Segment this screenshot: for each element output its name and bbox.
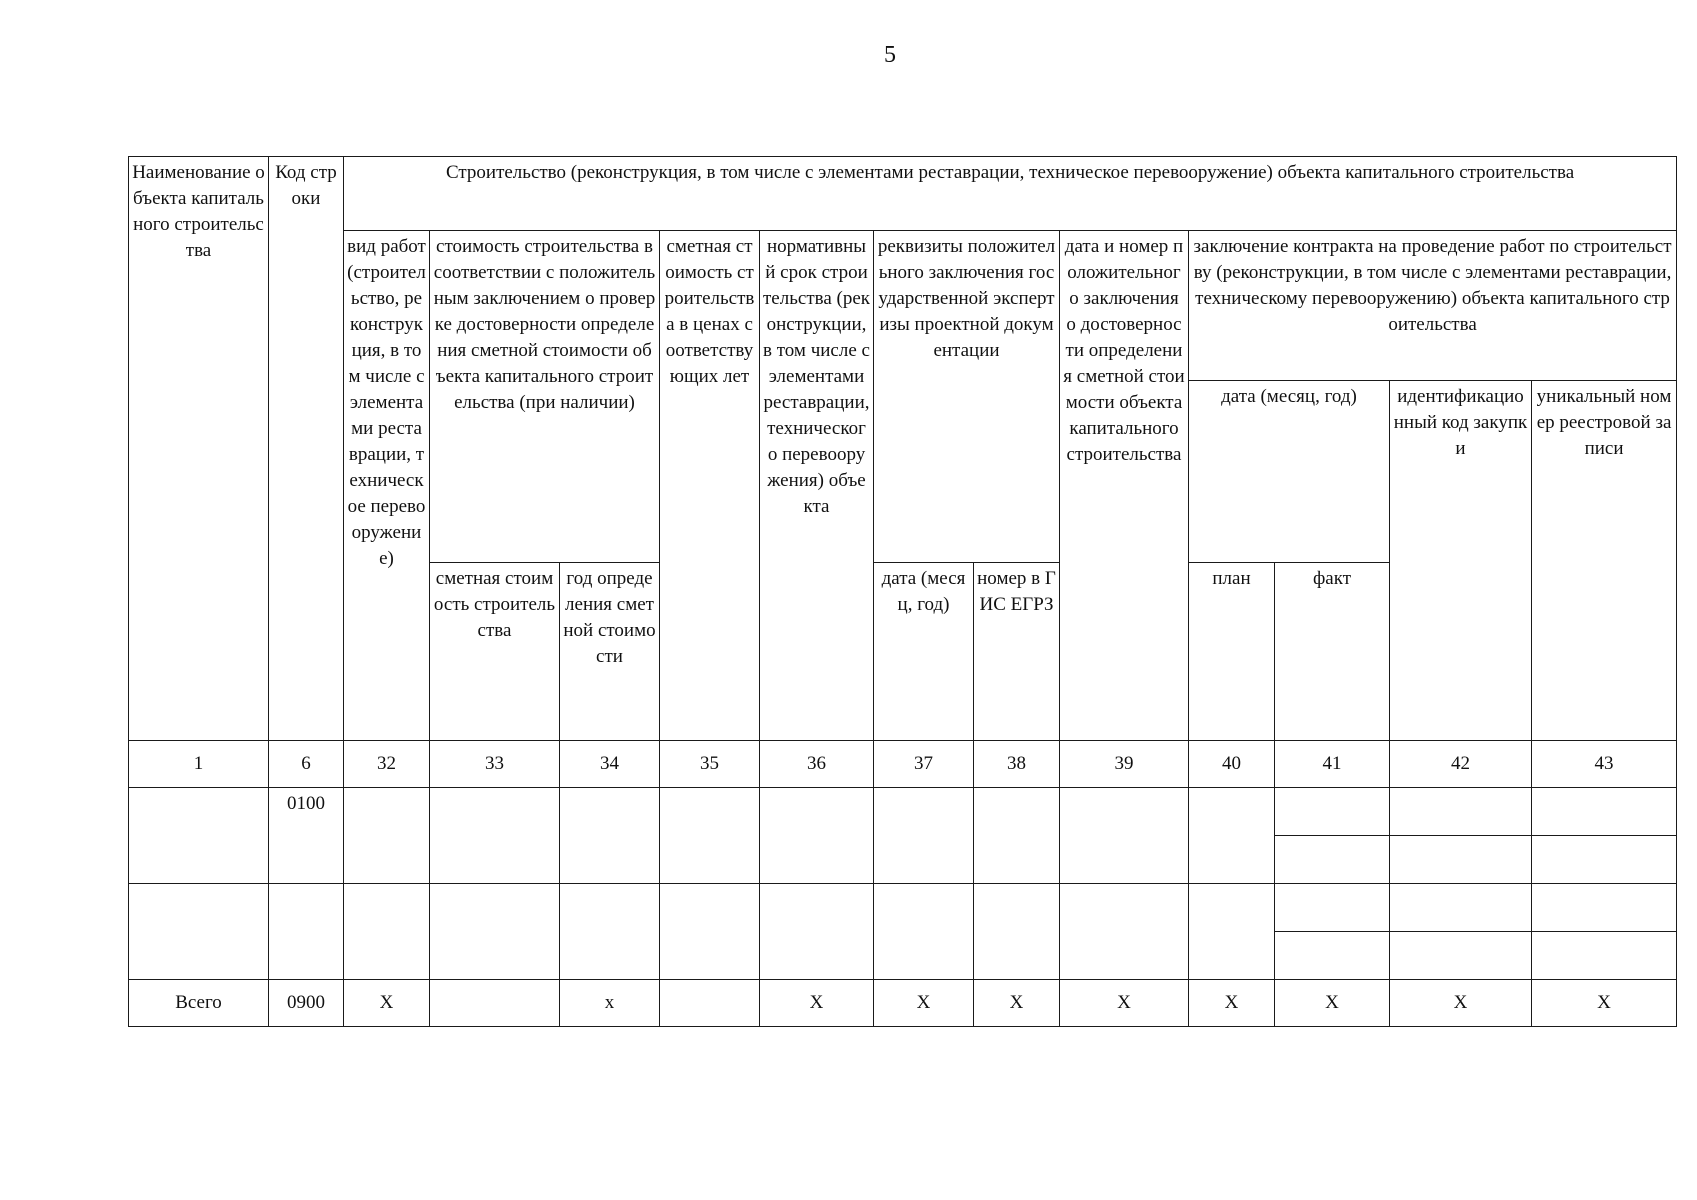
header-construction: Строительство (реконструкция, в том числе с элементами реставрации, техническое перевооружение) объекта капитального строительства xyxy=(344,157,1677,231)
cell[interactable] xyxy=(1532,836,1677,884)
cell[interactable] xyxy=(1189,788,1275,884)
column-number: 38 xyxy=(974,741,1060,788)
column-number: 35 xyxy=(660,741,760,788)
total-cell: X xyxy=(1060,980,1189,1027)
cell[interactable] xyxy=(430,884,560,980)
total-cell: X xyxy=(760,980,874,1027)
column-number: 1 xyxy=(129,741,269,788)
header-estimated-cost: сметная стоимость строительства xyxy=(430,563,560,741)
cell[interactable] xyxy=(1532,932,1677,980)
header-fact: факт xyxy=(1275,563,1390,741)
header-year-determination: год определения сметной стоимости xyxy=(560,563,660,741)
cell[interactable] xyxy=(760,788,874,884)
cell[interactable] xyxy=(874,788,974,884)
header-registry-number: уникальный номер реестровой записи xyxy=(1532,381,1677,741)
cell[interactable] xyxy=(344,884,430,980)
cell[interactable] xyxy=(874,884,974,980)
header-object-name: Наименование объекта капитального строительства xyxy=(129,157,269,741)
cell[interactable] xyxy=(1189,884,1275,980)
cell[interactable] xyxy=(1532,788,1677,836)
cell[interactable] xyxy=(1390,836,1532,884)
header-cost-conclusion: стоимость строительства в соответствии с положительным заключением о проверке достоверности определения сметной стоимости объекта капитального строительства (при наличии) xyxy=(430,231,660,563)
table-row xyxy=(129,788,1677,836)
total-cell: X xyxy=(874,980,974,1027)
header-date-number-conclusion: дата и номер положительного заключения о достоверности определения сметной стоимости объекта капитального строительства xyxy=(1060,231,1189,741)
cell[interactable] xyxy=(1390,884,1532,932)
cell-row-code: 0100 xyxy=(269,788,344,884)
total-row xyxy=(129,980,1677,1027)
cell-row-code[interactable] xyxy=(269,884,344,980)
cell[interactable] xyxy=(430,788,560,884)
header-plan: план xyxy=(1189,563,1275,741)
total-label: Всего xyxy=(129,980,269,1027)
header-contract-date: дата (месяц, год) xyxy=(1189,381,1390,563)
cell[interactable] xyxy=(760,884,874,980)
cell[interactable] xyxy=(1060,884,1189,980)
cell[interactable] xyxy=(1060,788,1189,884)
total-cell[interactable] xyxy=(430,980,560,1027)
column-number: 41 xyxy=(1275,741,1390,788)
cell[interactable] xyxy=(560,788,660,884)
total-cell: X xyxy=(344,980,430,1027)
column-number: 6 xyxy=(269,741,344,788)
cell[interactable] xyxy=(660,788,760,884)
column-number: 40 xyxy=(1189,741,1275,788)
column-number: 34 xyxy=(560,741,660,788)
cell[interactable] xyxy=(560,884,660,980)
column-numbers-row xyxy=(129,741,1677,788)
total-cell: x xyxy=(560,980,660,1027)
total-cell[interactable] xyxy=(660,980,760,1027)
total-cell: X xyxy=(974,980,1060,1027)
table-row xyxy=(129,884,1677,932)
cell[interactable] xyxy=(1275,884,1390,932)
cell[interactable] xyxy=(1532,884,1677,932)
page-number: 5 xyxy=(884,42,896,68)
cell[interactable] xyxy=(1390,788,1532,836)
column-number: 43 xyxy=(1532,741,1677,788)
column-number: 33 xyxy=(430,741,560,788)
column-number: 32 xyxy=(344,741,430,788)
header-contract: заключение контракта на проведение работ по строительству (реконструкции, в том числе с элементами реставрации, техническому перевооружению) объекта капитального строительства xyxy=(1189,231,1677,381)
total-cell: X xyxy=(1275,980,1390,1027)
header-expertise-date: дата (месяц, год) xyxy=(874,563,974,741)
column-number: 36 xyxy=(760,741,874,788)
column-number: 42 xyxy=(1390,741,1532,788)
cell[interactable] xyxy=(1275,932,1390,980)
construction-form-table xyxy=(128,156,1677,1027)
header-purchase-id: идентификационный код закупки xyxy=(1390,381,1532,741)
cell[interactable] xyxy=(974,884,1060,980)
header-egrz-number: номер в ГИС ЕГРЗ xyxy=(974,563,1060,741)
total-code: 0900 xyxy=(269,980,344,1027)
column-number: 39 xyxy=(1060,741,1189,788)
total-cell: X xyxy=(1532,980,1677,1027)
cell[interactable] xyxy=(660,884,760,980)
header-normative-term: нормативный срок строительства (реконструкции, в том числе с элементами реставрации, технического перевооружения) объекта xyxy=(760,231,874,741)
header-work-type: вид работ (строительство, реконструкция, в том числе с элементами реставрации, техническое перевооружение) xyxy=(344,231,430,741)
cell-object-name[interactable] xyxy=(129,788,269,884)
cell[interactable] xyxy=(1390,932,1532,980)
header-expertise-details: реквизиты положительного заключения государственной экспертизы проектной документации xyxy=(874,231,1060,563)
header-estimated-cost-prices: сметная стоимость строительства в ценах соответствующих лет xyxy=(660,231,760,741)
cell[interactable] xyxy=(344,788,430,884)
cell[interactable] xyxy=(974,788,1060,884)
cell[interactable] xyxy=(1275,788,1390,836)
total-cell: X xyxy=(1189,980,1275,1027)
column-number: 37 xyxy=(874,741,974,788)
cell-object-name[interactable] xyxy=(129,884,269,980)
total-cell: X xyxy=(1390,980,1532,1027)
header-row-code: Код строки xyxy=(269,157,344,741)
cell[interactable] xyxy=(1275,836,1390,884)
